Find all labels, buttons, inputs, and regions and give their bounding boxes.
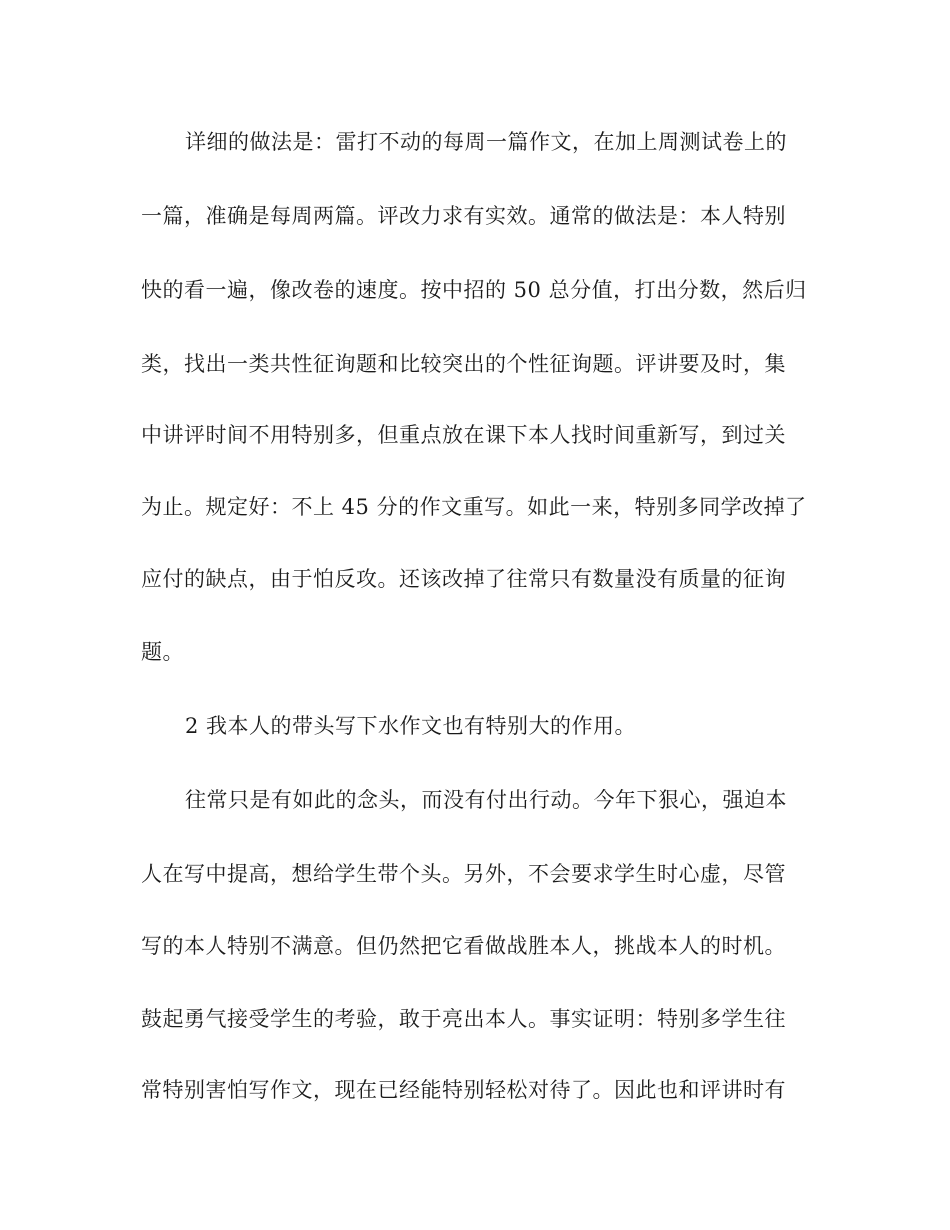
paragraph-1-line-4: 类，找出一类共性征询题和比较突出的个性征询题。评讲要及时，集 — [141, 352, 786, 376]
paragraph-3-line-5: 常特别害怕写作文，现在已经能特别轻松对待了。因此也和评讲时有 — [141, 1078, 786, 1102]
paragraph-3-line-3: 写的本人特别不满意。但仍然把它看做战胜本人，挑战本人的时机。 — [141, 934, 786, 958]
paragraph-1-line-1: 详细的做法是：雷打不动的每周一篇作文，在加上周测试卷上的 — [185, 130, 787, 154]
paragraph-3-line-2: 人在写中提高，想给学生带个头。另外，不会要求学生时心虚，尽管 — [141, 862, 786, 886]
paragraph-1-line-2: 一篇，准确是每周两篇。评改力求有实效。通常的做法是：本人特别 — [141, 204, 786, 228]
paragraph-3-line-4: 鼓起勇气接受学生的考验，敢于亮出本人。事实证明：特别多学生往 — [141, 1007, 786, 1031]
paragraph-1-line-3: 快的看一遍，像改卷的速度。按中招的 50 总分值，打出分数，然后归 — [141, 278, 807, 302]
paragraph-3-line-1: 往常只是有如此的念头，而没有付出行动。今年下狠心，强迫本 — [185, 788, 787, 812]
paragraph-1-line-6: 为止。规定好：不上 45 分的作文重写。如此一来，特别多同学改掉了 — [141, 495, 807, 519]
paragraph-1-line-8: 题。 — [141, 640, 184, 664]
paragraph-2-heading: 2 我本人的带头写下水作文也有特别大的作用。 — [185, 714, 637, 738]
paragraph-1-line-7: 应付的缺点，由于怕反攻。还该改掉了往常只有数量没有质量的征询 — [141, 567, 786, 591]
paragraph-1-line-5: 中讲评时间不用特别多，但重点放在课下本人找时间重新写，到过关 — [141, 423, 786, 447]
